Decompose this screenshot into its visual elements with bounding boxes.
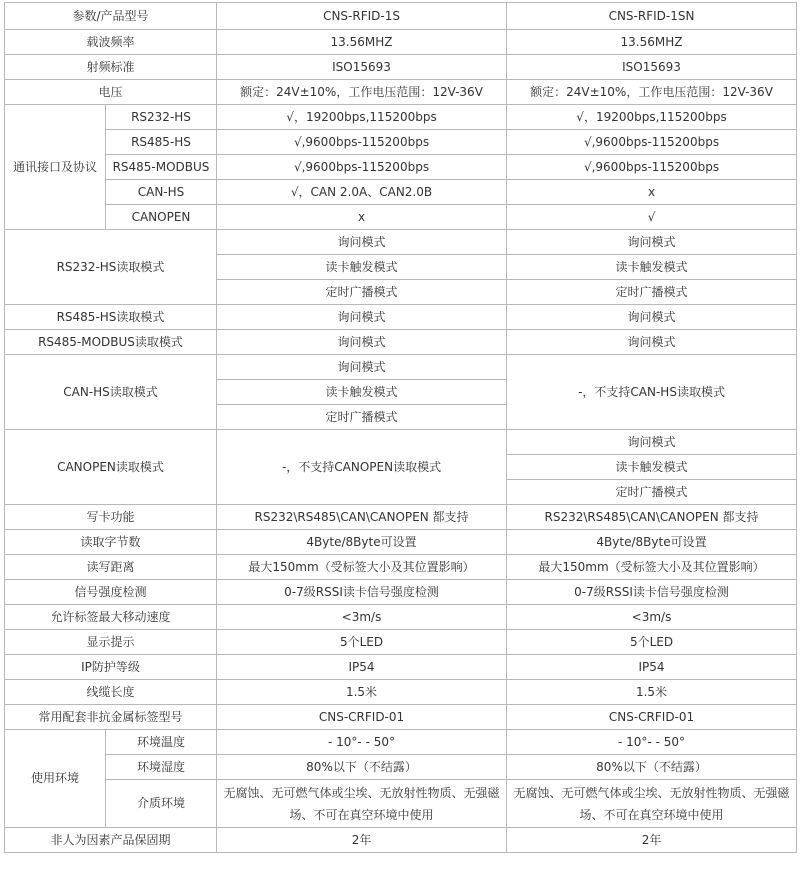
group-label: RS232-HS读取模式 xyxy=(5,230,217,305)
cell-b: ISO15693 xyxy=(507,55,797,80)
cell-b: - 10°- - 50° xyxy=(507,730,797,755)
table-row xyxy=(5,530,797,555)
table-row xyxy=(5,55,797,80)
row-label: 显示提示 xyxy=(5,630,217,655)
cell-a: - 10°- - 50° xyxy=(217,730,507,755)
cell-a: 1.5米 xyxy=(217,680,507,705)
table-row xyxy=(5,130,797,155)
table-row xyxy=(5,230,797,255)
cell-b: 2年 xyxy=(507,828,797,853)
sub-label: RS232-HS xyxy=(106,105,217,130)
row-label: 常用配套非抗金属标签型号 xyxy=(5,705,217,730)
cell-b: 80%以下（不结露） xyxy=(507,755,797,780)
row-label: RS485-MODBUS读取模式 xyxy=(5,330,217,355)
row-label: 读写距离 xyxy=(5,555,217,580)
cell-a: 询问模式 xyxy=(217,230,507,255)
cell-a: 0-7级RSSI读卡信号强度检测 xyxy=(217,580,507,605)
group-label: 使用环境 xyxy=(5,730,106,828)
row-label: RS485-HS读取模式 xyxy=(5,305,217,330)
row-label: 信号强度检测 xyxy=(5,580,217,605)
cell-a: 额定：24V±10%，工作电压范围：12V-36V xyxy=(217,80,507,105)
table-row xyxy=(5,780,797,828)
cell-a: 定时广播模式 xyxy=(217,405,507,430)
sub-label: CAN-HS xyxy=(106,180,217,205)
cell-b: RS232\RS485\CAN\CANOPEN 都支持 xyxy=(507,505,797,530)
cell-a: CNS-CRFID-01 xyxy=(217,705,507,730)
cell-a: 询问模式 xyxy=(217,355,507,380)
row-label: 允许标签最大移动速度 xyxy=(5,605,217,630)
row-label: 线缆长度 xyxy=(5,680,217,705)
cell-a: -，不支持CANOPEN读取模式 xyxy=(217,430,507,505)
table-row xyxy=(5,580,797,605)
cell-b: 额定：24V±10%，工作电压范围：12V-36V xyxy=(507,80,797,105)
table-row xyxy=(5,30,797,55)
cell-b: 定时广播模式 xyxy=(507,280,797,305)
table-row xyxy=(5,630,797,655)
sub-label: RS485-MODBUS xyxy=(106,155,217,180)
cell-b: 读卡触发模式 xyxy=(507,255,797,280)
table-row xyxy=(5,305,797,330)
cell-b: 询问模式 xyxy=(507,305,797,330)
sub-label: RS485-HS xyxy=(106,130,217,155)
cell-b: √ xyxy=(507,205,797,230)
cell-b: 4Byte/8Byte可设置 xyxy=(507,530,797,555)
cell-b: √，19200bps,115200bps xyxy=(507,105,797,130)
row-label: 电压 xyxy=(5,80,217,105)
cell-a: 2年 xyxy=(217,828,507,853)
cell-b: 无腐蚀、无可燃气体或尘埃、无放射性物质、无强磁场、不可在真空环境中使用 xyxy=(507,780,797,828)
cell-b: x xyxy=(507,180,797,205)
cell-a: √，CAN 2.0A、CAN2.0B xyxy=(217,180,507,205)
table-row xyxy=(5,755,797,780)
row-label: 载波频率 xyxy=(5,30,217,55)
sub-label: 介质环境 xyxy=(106,780,217,828)
table-row xyxy=(5,730,797,755)
table-row xyxy=(5,205,797,230)
sub-label: CANOPEN xyxy=(106,205,217,230)
header-row xyxy=(5,3,797,30)
cell-b: 询问模式 xyxy=(507,430,797,455)
cell-b: 5个LED xyxy=(507,630,797,655)
table-row xyxy=(5,430,797,455)
cell-a: IP54 xyxy=(217,655,507,680)
cell-a: √，19200bps,115200bps xyxy=(217,105,507,130)
cell-b: 13.56MHZ xyxy=(507,30,797,55)
cell-a: 无腐蚀、无可燃气体或尘埃、无放射性物质、无强磁场、不可在真空环境中使用 xyxy=(217,780,507,828)
cell-b: 询问模式 xyxy=(507,230,797,255)
cell-b: <3m/s xyxy=(507,605,797,630)
cell-b: 读卡触发模式 xyxy=(507,455,797,480)
cell-b: CNS-CRFID-01 xyxy=(507,705,797,730)
cell-a: √,9600bps-115200bps xyxy=(217,130,507,155)
cell-a: 13.56MHZ xyxy=(217,30,507,55)
row-label: 射频标准 xyxy=(5,55,217,80)
cell-a: 读卡触发模式 xyxy=(217,380,507,405)
cell-a: 5个LED xyxy=(217,630,507,655)
table-row xyxy=(5,80,797,105)
table-row xyxy=(5,828,797,853)
row-label: 读取字节数 xyxy=(5,530,217,555)
spec-table xyxy=(4,2,797,853)
cell-a: 最大150mm（受标签大小及其位置影响） xyxy=(217,555,507,580)
cell-b: 定时广播模式 xyxy=(507,480,797,505)
cell-b: 最大150mm（受标签大小及其位置影响） xyxy=(507,555,797,580)
row-label: 非人为因素产品保固期 xyxy=(5,828,217,853)
group-label: CANOPEN读取模式 xyxy=(5,430,217,505)
cell-a: 4Byte/8Byte可设置 xyxy=(217,530,507,555)
table-row xyxy=(5,680,797,705)
header-param-cell: 参数/产品型号 xyxy=(5,3,217,30)
table-row xyxy=(5,705,797,730)
cell-b: 1.5米 xyxy=(507,680,797,705)
sub-label: 环境湿度 xyxy=(106,755,217,780)
row-label: 写卡功能 xyxy=(5,505,217,530)
table-row xyxy=(5,330,797,355)
table-row xyxy=(5,155,797,180)
cell-a: <3m/s xyxy=(217,605,507,630)
cell-b: 0-7级RSSI读卡信号强度检测 xyxy=(507,580,797,605)
group-label: 通讯接口及协议 xyxy=(5,105,106,230)
table-row xyxy=(5,355,797,380)
row-label: IP防护等级 xyxy=(5,655,217,680)
cell-a: √,9600bps-115200bps xyxy=(217,155,507,180)
cell-a: 询问模式 xyxy=(217,330,507,355)
cell-b: 询问模式 xyxy=(507,330,797,355)
table-row xyxy=(5,555,797,580)
cell-b: IP54 xyxy=(507,655,797,680)
sub-label: 环境温度 xyxy=(106,730,217,755)
table-row xyxy=(5,605,797,630)
cell-a: 80%以下（不结露） xyxy=(217,755,507,780)
cell-a: 定时广播模式 xyxy=(217,280,507,305)
header-model-b-cell: CNS-RFID-1SN xyxy=(507,3,797,30)
table-row xyxy=(5,655,797,680)
cell-b: √,9600bps-115200bps xyxy=(507,130,797,155)
table-row xyxy=(5,180,797,205)
cell-a: x xyxy=(217,205,507,230)
cell-a: ISO15693 xyxy=(217,55,507,80)
cell-b: √,9600bps-115200bps xyxy=(507,155,797,180)
cell-b: -，不支持CAN-HS读取模式 xyxy=(507,355,797,430)
cell-a: 询问模式 xyxy=(217,305,507,330)
cell-a: RS232\RS485\CAN\CANOPEN 都支持 xyxy=(217,505,507,530)
header-model-a-cell: CNS-RFID-1S xyxy=(217,3,507,30)
table-row xyxy=(5,505,797,530)
table-row xyxy=(5,105,797,130)
group-label: CAN-HS读取模式 xyxy=(5,355,217,430)
cell-a: 读卡触发模式 xyxy=(217,255,507,280)
